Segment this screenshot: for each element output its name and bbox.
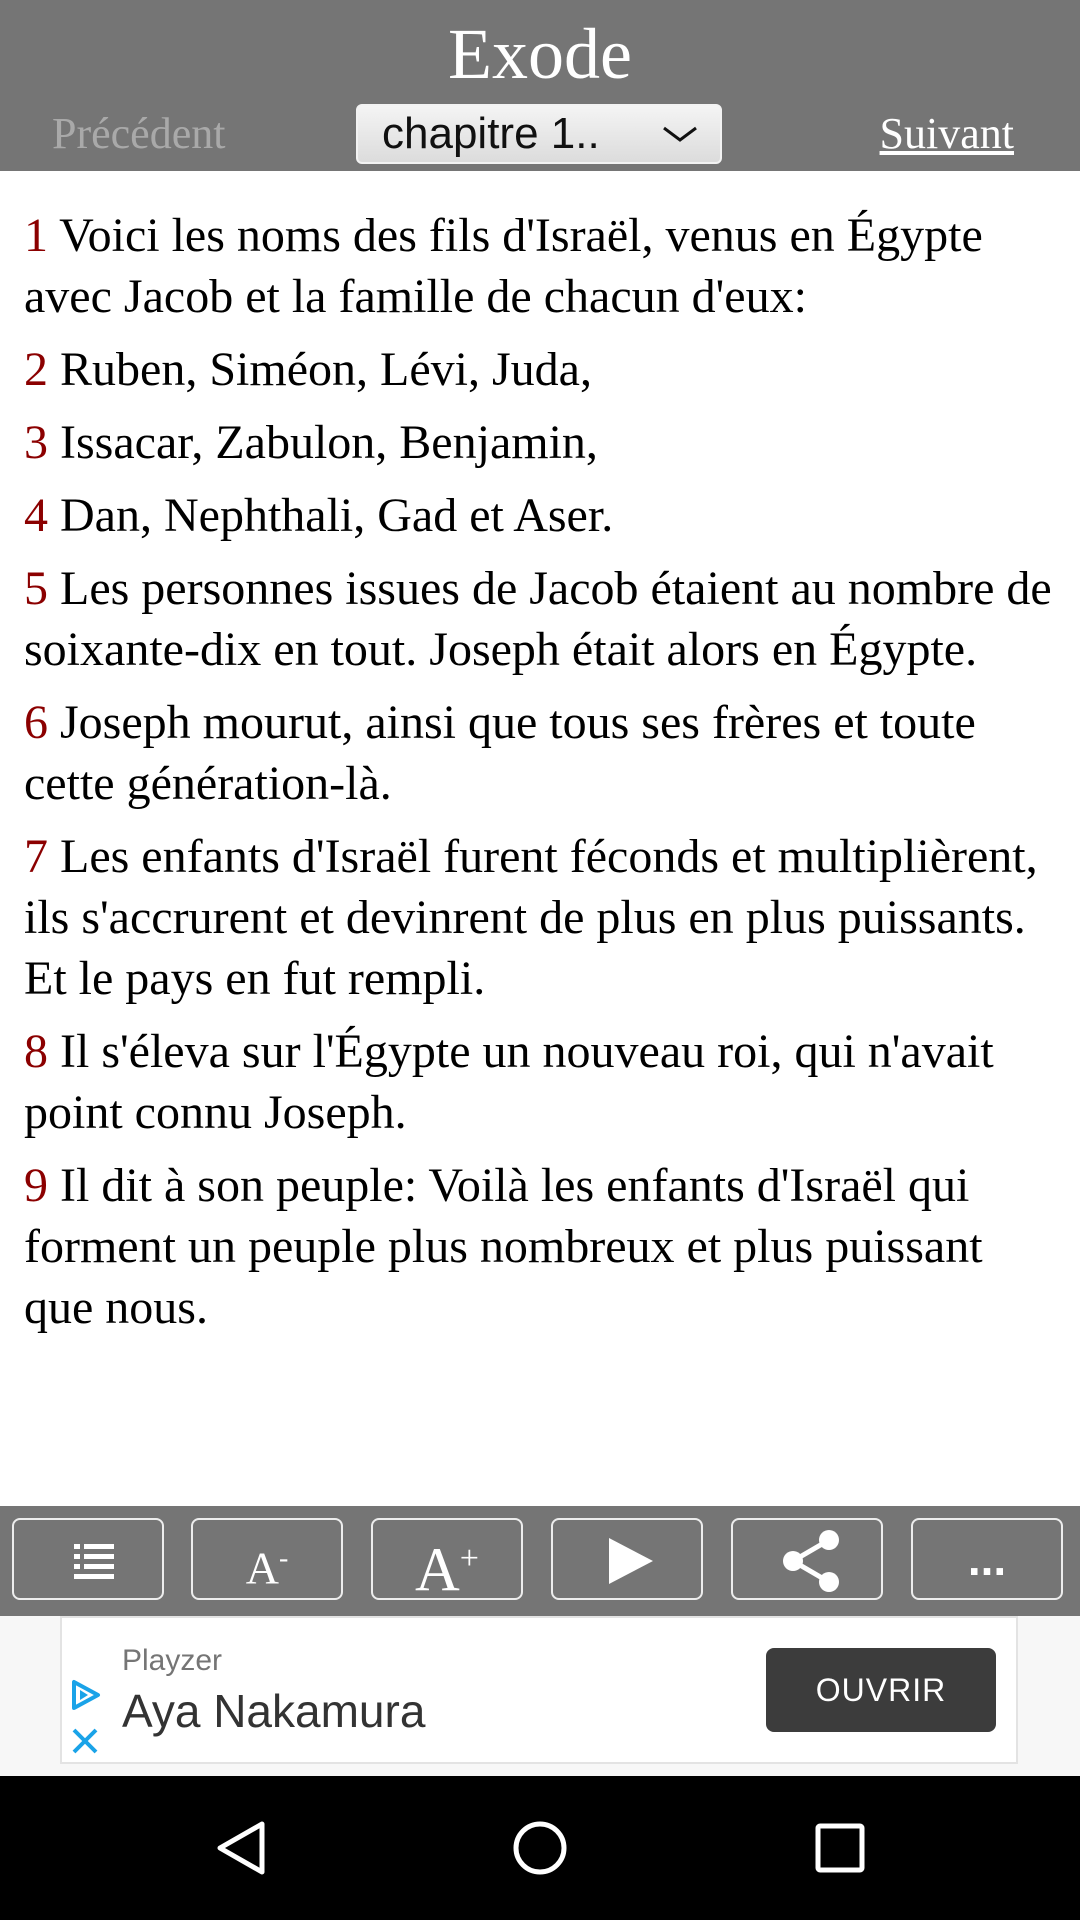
- verse-number: 3: [24, 416, 48, 469]
- verse-text: Voici les noms des fils d'Israël, venus en Égypte avec Jacob et la famille de chacun d'eux:: [24, 209, 983, 323]
- verse-number: 1: [24, 209, 48, 262]
- font-decrease-icon: A-: [245, 1542, 289, 1594]
- verse-number: 7: [24, 830, 48, 883]
- chapter-select[interactable]: [356, 104, 722, 164]
- chevron-down-icon: [660, 118, 700, 148]
- ad-banner-area: [0, 1616, 1080, 1776]
- font-decrease-button[interactable]: [191, 1518, 343, 1600]
- more-button[interactable]: [911, 1518, 1063, 1600]
- close-icon[interactable]: [70, 1726, 100, 1756]
- font-increase-button[interactable]: [371, 1518, 523, 1605]
- share-icon: [733, 1520, 885, 1602]
- verse[interactable]: [24, 485, 1056, 546]
- verse-number: 5: [24, 562, 48, 615]
- chapter-content[interactable]: [0, 171, 1080, 1506]
- verse[interactable]: [24, 412, 1056, 473]
- ad-headline: Aya Nakamura: [122, 1685, 426, 1737]
- header-bar: [0, 0, 1080, 171]
- home-icon[interactable]: [510, 1818, 570, 1878]
- menu-button[interactable]: [12, 1518, 164, 1600]
- ad-choices-icon[interactable]: [68, 1678, 102, 1712]
- verse[interactable]: [24, 558, 1056, 680]
- ad-advertiser: Playzer: [122, 1644, 223, 1677]
- verse-text: Ruben, Siméon, Lévi, Juda,: [60, 343, 592, 396]
- reader-toolbar: [0, 1506, 1080, 1616]
- ad-banner[interactable]: [60, 1616, 1018, 1764]
- more-icon: ...: [967, 1533, 1007, 1585]
- recents-icon[interactable]: [810, 1818, 870, 1878]
- verse-list: [0, 171, 1080, 1338]
- next-chapter-link[interactable]: Suivant: [879, 109, 1014, 158]
- verse-text: Les personnes issues de Jacob étaient au nombre de soixante-dix en tout. Joseph était alors en Égypte.: [24, 562, 1052, 676]
- play-audio-button[interactable]: [551, 1518, 703, 1600]
- verse-number: 9: [24, 1159, 48, 1212]
- verse-number: 6: [24, 696, 48, 749]
- verse[interactable]: [24, 1155, 1056, 1338]
- share-button[interactable]: [731, 1518, 883, 1600]
- font-increase-icon: A+: [415, 1536, 479, 1605]
- verse[interactable]: [24, 1021, 1056, 1143]
- verse-text: Dan, Nephthali, Gad et Aser.: [60, 489, 614, 542]
- back-icon[interactable]: [212, 1818, 272, 1878]
- verse-text: Joseph mourut, ainsi que tous ses frères et toute cette génération-là.: [24, 696, 976, 810]
- verse[interactable]: [24, 205, 1056, 327]
- play-icon: [553, 1520, 705, 1602]
- system-navigation-bar: [0, 1776, 1080, 1920]
- verse-text: Les enfants d'Israël furent féconds et multiplièrent, ils s'accrurent et devinrent de plus en plus puissants. Et le pays en fut rempli.: [24, 830, 1038, 1005]
- verse-number: 4: [24, 489, 48, 542]
- ad-open-button[interactable]: OUVRIR: [766, 1648, 996, 1732]
- book-title: Exode: [448, 14, 632, 94]
- verse[interactable]: [24, 692, 1056, 814]
- verse-text: Issacar, Zabulon, Benjamin,: [60, 416, 598, 469]
- verse-number: 8: [24, 1025, 48, 1078]
- verse-number: 2: [24, 343, 48, 396]
- chapter-select-value: chapitre 1..: [382, 109, 600, 158]
- verse-text: Il dit à son peuple: Voilà les enfants d'Israël qui forment un peuple plus nombreux et plus puissant que nous.: [24, 1159, 983, 1334]
- previous-chapter-link[interactable]: Précédent: [52, 109, 226, 158]
- verse[interactable]: [24, 339, 1056, 400]
- verse[interactable]: [24, 826, 1056, 1009]
- verse-text: Il s'éleva sur l'Égypte un nouveau roi, qui n'avait point connu Joseph.: [24, 1025, 994, 1139]
- menu-icon: [14, 1520, 166, 1602]
